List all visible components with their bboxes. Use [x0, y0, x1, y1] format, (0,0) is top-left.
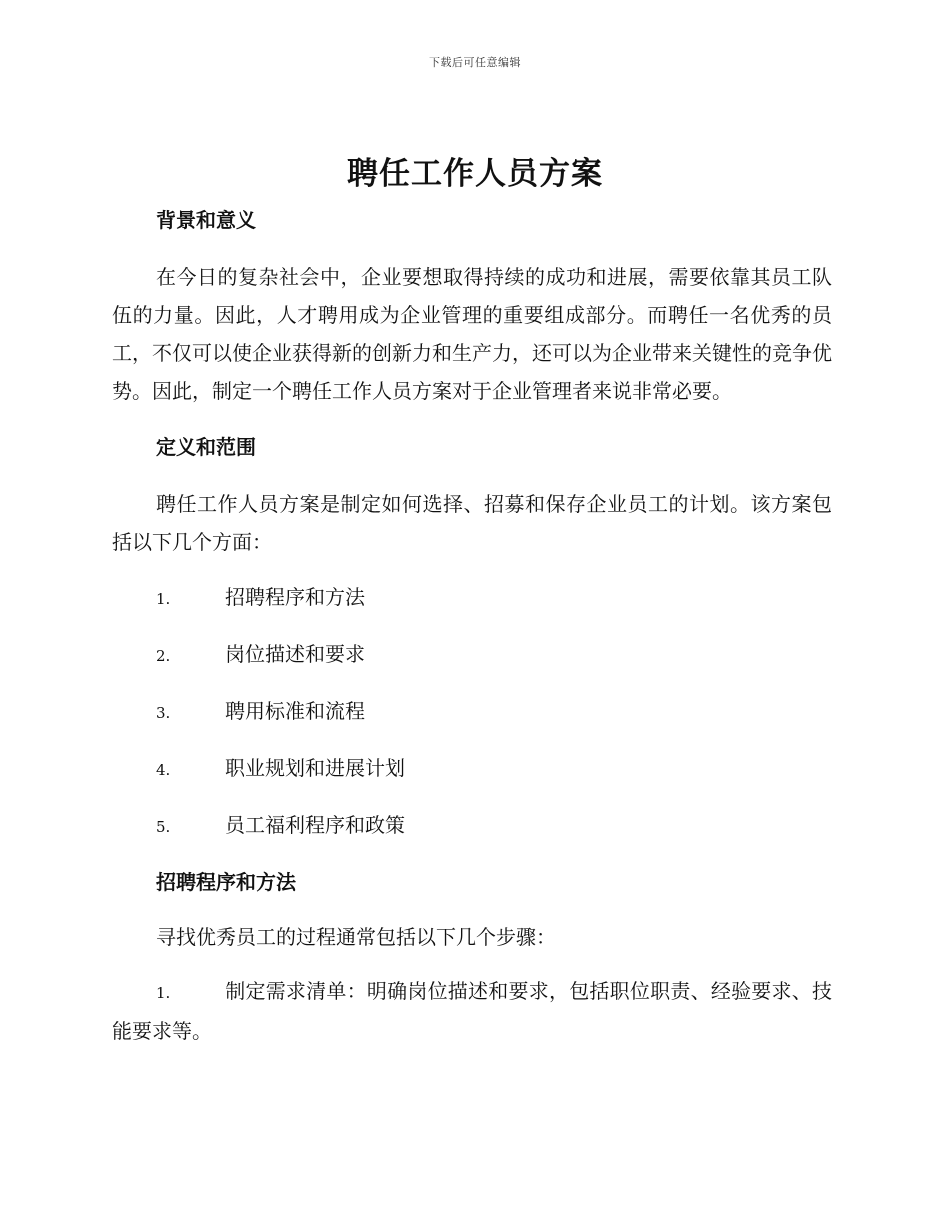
section-heading-definition: 定义和范围 — [156, 435, 256, 459]
document-title: 聘任工作人员方案 — [347, 156, 603, 192]
list-item — [112, 692, 832, 732]
list-item-number: 1. — [156, 590, 171, 608]
step-number: 1. — [156, 984, 171, 1002]
list-item-text: 岗位描述和要求 — [225, 642, 365, 666]
aspects-list — [112, 578, 832, 846]
list-item-text: 职业规划和进展计划 — [225, 756, 405, 780]
background-paragraph: 在今日的复杂社会中，企业要想取得持续的成功和进展，需要依靠其员工队伍的力量。因此，人才聘用成为企业管理的重要组成部分。而聘任一名优秀的员工，不仅可以使企业获得新的创新力和生产力，还可以为企业带来关键性的竞争优势。因此，制定一个聘任工作人员方案对于企业管理者来说非常必要。 — [112, 265, 832, 403]
list-item — [112, 806, 832, 846]
header-note: 下载后可任意编辑 — [429, 56, 521, 69]
section-heading-background: 背景和意义 — [156, 208, 256, 232]
list-item-number: 4. — [156, 761, 171, 779]
list-item — [112, 578, 832, 618]
list-item-text: 员工福利程序和政策 — [225, 813, 405, 837]
recruitment-paragraph: 寻找优秀员工的过程通常包括以下几个步骤： — [156, 925, 556, 949]
list-item-number: 3. — [156, 704, 171, 722]
list-item-text: 聘用标准和流程 — [225, 699, 365, 723]
list-item — [112, 749, 832, 789]
document-body — [112, 200, 832, 1050]
step-text: 制定需求清单：明确岗位描述和要求，包括职位职责、经验要求、技能要求等。 — [112, 979, 832, 1043]
list-item-text: 招聘程序和方法 — [225, 585, 365, 609]
definition-paragraph: 聘任工作人员方案是制定如何选择、招募和保存企业员工的计划。该方案包括以下几个方面： — [112, 492, 832, 554]
section-heading-recruitment: 招聘程序和方法 — [156, 870, 296, 894]
list-item — [112, 635, 832, 675]
recruitment-step — [112, 972, 832, 1050]
list-item-number: 2. — [156, 647, 171, 665]
list-item-number: 5. — [156, 818, 171, 836]
